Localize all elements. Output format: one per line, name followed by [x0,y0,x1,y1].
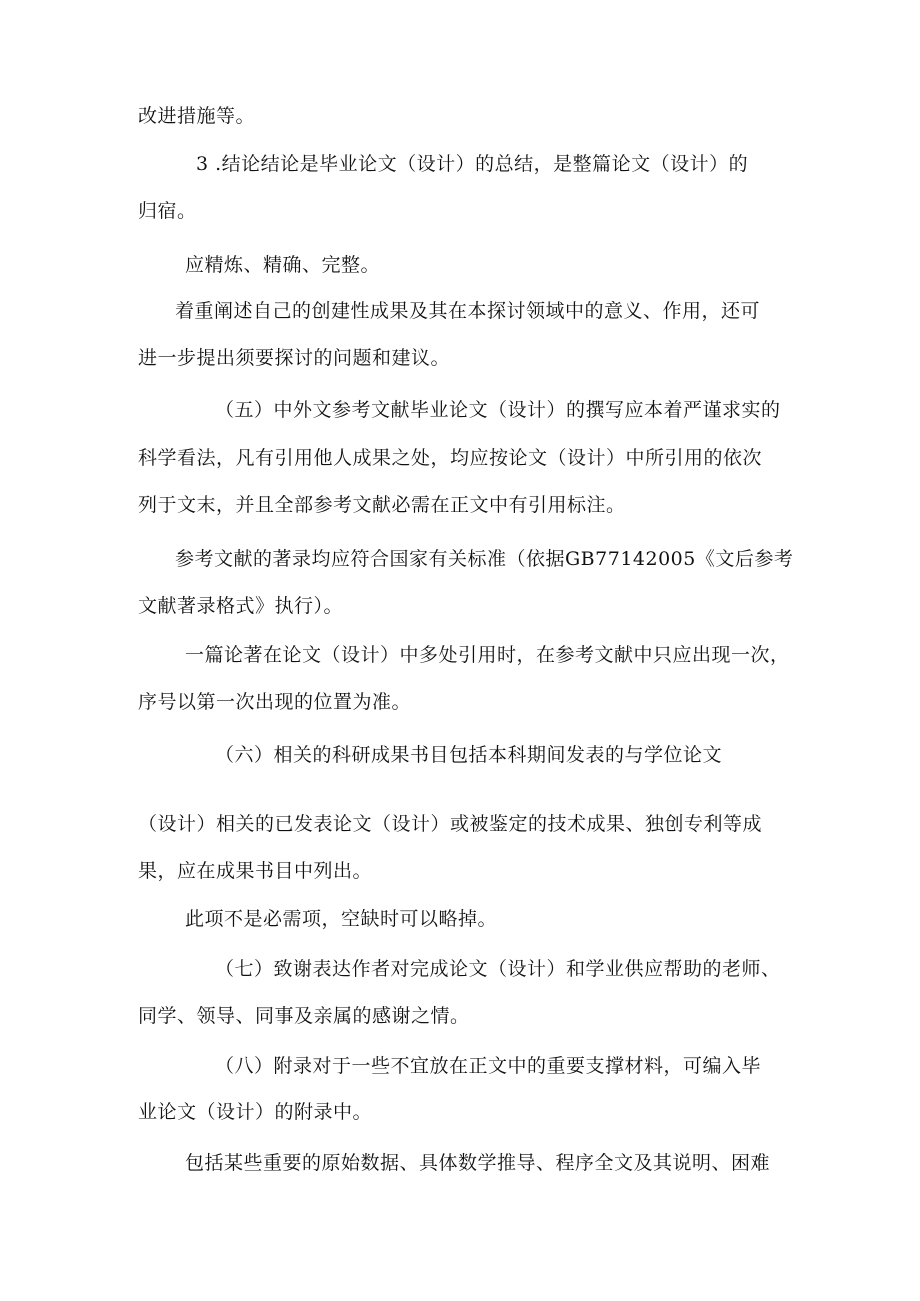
text-line: 3 .结论结论是毕业论文（设计）的总结，是整篇论文（设计）的 [196,153,749,175]
text-line: 业论文（设计）的附录中。 [138,1101,373,1123]
text-line: 着重阐述自己的创建性成果及其在本探讨领域中的意义、作用，还可 [175,300,761,322]
text-line: 果，应在成果书目中列出。 [138,860,373,882]
text-line: 应精炼、精确、完整。 [185,254,381,276]
text-line: 文献著录格式》执行）。 [138,595,344,617]
text-line: 序号以第一次出现的位置为准。 [138,691,412,713]
text-line: 参考文献的著录均应符合国家有关标准（依据GB77142005《文后参考 [175,548,794,570]
text-line: 科学看法，凡有引用他人成果之处，均应按论文（设计）中所引用的依次 [138,447,763,469]
text-line: 包括某些重要的原始数据、具体数学推导、程序全文及其说明、困难 [185,1152,771,1174]
text-line: （五）中外文参考文献毕业论文（设计）的撰写应本着严谨求实的 [215,399,781,421]
text-line: 改进措施等。 [138,105,256,127]
text-line: （七）致谢表达作者对完成论文（设计）和学业供应帮助的老师、 [215,958,781,980]
text-line: （八）附录对于一些不宜放在正文中的重要支撑材料，可编入毕 [215,1055,762,1077]
text-line: （设计）相关的已发表论文（设计）或被鉴定的技术成果、独创专利等成 [138,813,763,835]
text-line: 同学、领导、同事及亲属的感谢之情。 [138,1005,470,1027]
text-line: 进一步提出须要探讨的问题和建议。 [138,347,451,369]
text-line: （六）相关的科研成果书目包括本科期间发表的与学位论文 [215,744,723,766]
text-line: 此项不是必需项，空缺时可以略掉。 [185,908,498,930]
text-line: 一篇论著在论文（设计）中多处引用时，在参考文献中只应出现一次， [185,644,790,666]
text-line: 归宿。 [138,200,197,222]
text-line: 列于文末，并且全部参考文献必需在正文中有引用标注。 [138,494,626,516]
